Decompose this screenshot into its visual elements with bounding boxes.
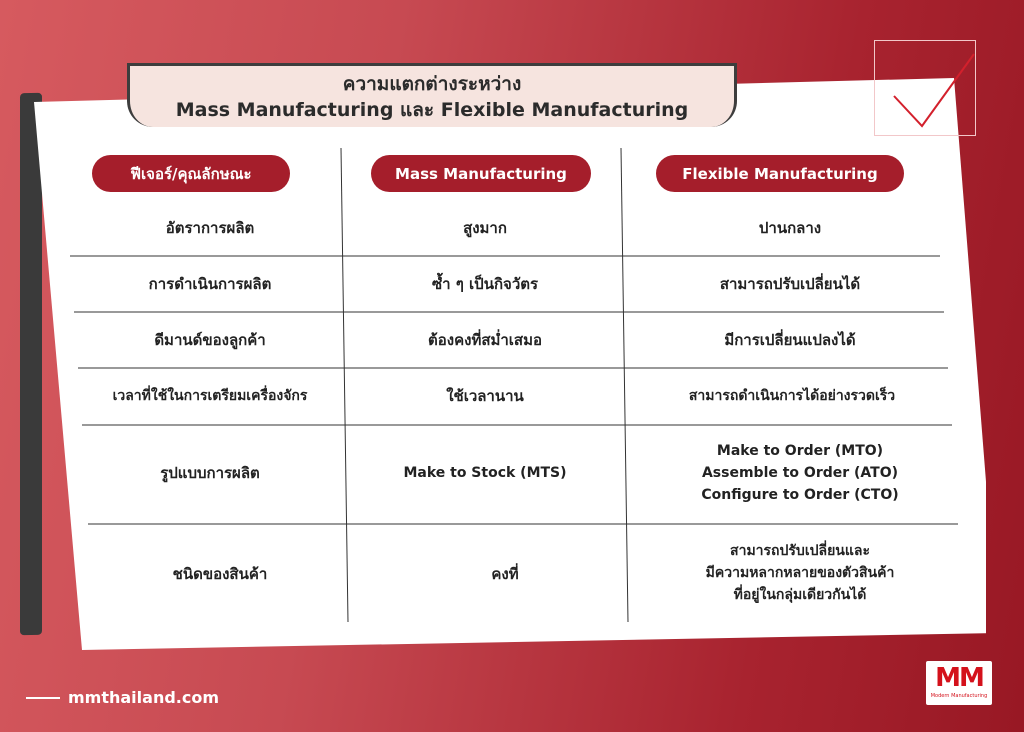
row-6-flexible-line: สามารถปรับเปลี่ยนและ bbox=[730, 543, 870, 559]
row-1-mass: สูงมาก bbox=[463, 219, 507, 237]
row-4-mass: ใช้เวลานาน bbox=[446, 387, 524, 405]
header-mass: Mass Manufacturing bbox=[371, 155, 591, 192]
row-3-mass: ต้องคงที่สม่ำเสมอ bbox=[428, 331, 542, 349]
header-flexible: Flexible Manufacturing bbox=[656, 155, 904, 192]
row-2-feature: การดำเนินการผลิต bbox=[148, 275, 272, 293]
header-feature: ฟีเจอร์/คุณลักษณะ bbox=[92, 155, 290, 192]
check-mark-icon bbox=[874, 40, 984, 140]
row-1-feature: อัตราการผลิต bbox=[165, 219, 255, 237]
row-5-mass: Make to Stock (MTS) bbox=[403, 465, 567, 481]
row-1-flexible: ปานกลาง bbox=[758, 219, 822, 237]
row-6-mass: คงที่ bbox=[491, 565, 519, 583]
row-5-flexible-line: Make to Order (MTO) bbox=[716, 443, 884, 459]
page-title-line-1: ความแตกต่างระหว่าง bbox=[342, 73, 522, 95]
page-title-line-2: Mass Manufacturing และ Flexible Manufacturing bbox=[175, 99, 689, 121]
row-5-feature: รูปแบบการผลิต bbox=[160, 464, 260, 482]
row-6-flexible-line: ที่อยู่ในกลุ่มเดียวกันได้ bbox=[733, 587, 867, 603]
row-2-mass: ซ้ำ ๆ เป็นกิจวัตร bbox=[431, 275, 539, 293]
logo-subtitle: Modern Manufacturing bbox=[930, 693, 988, 699]
row-4-feature: เวลาที่ใช้ในการเตรียมเครื่องจักร bbox=[112, 388, 308, 404]
row-3-feature: ดีมานด์ของลูกค้า bbox=[154, 331, 266, 349]
logo-mark: MM bbox=[935, 663, 983, 693]
row-6-flexible bbox=[650, 540, 950, 606]
row-5-flexible bbox=[640, 440, 960, 506]
row-2-flexible: สามารถปรับเปลี่ยนได้ bbox=[719, 275, 861, 293]
row-6-feature: ชนิดของสินค้า bbox=[172, 565, 268, 583]
row-5-flexible-line: Configure to Order (CTO) bbox=[701, 487, 899, 503]
footer-url-link[interactable]: mmthailand.com bbox=[68, 688, 220, 707]
row-6-flexible-line: มีความหลากหลายของตัวสินค้า bbox=[705, 565, 895, 581]
row-3-flexible: มีการเปลี่ยนแปลงได้ bbox=[724, 331, 856, 349]
row-4-flexible: สามารถดำเนินการได้อย่างรวดเร็ว bbox=[688, 388, 896, 404]
row-5-flexible-line: Assemble to Order (ATO) bbox=[701, 465, 899, 481]
